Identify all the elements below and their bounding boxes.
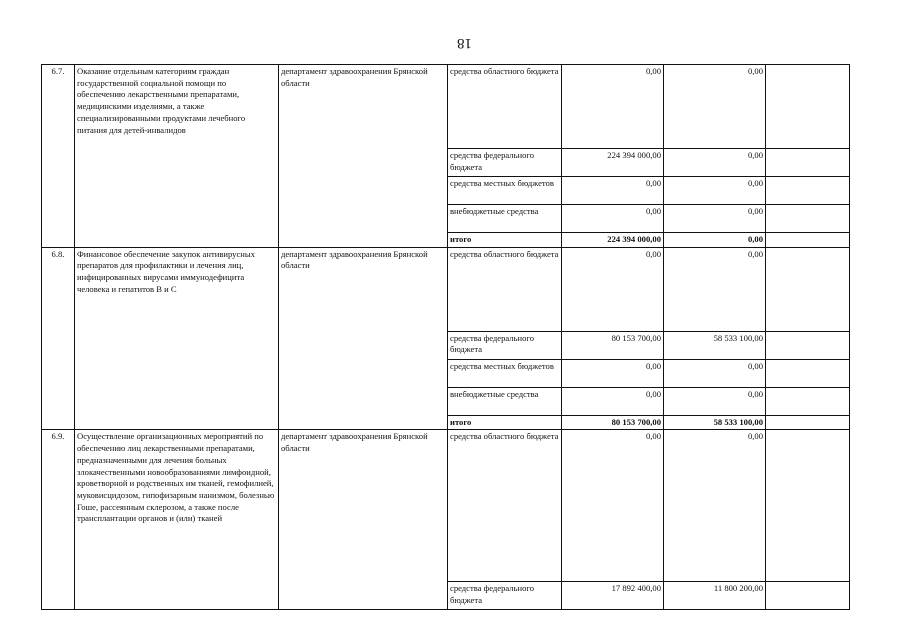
empty-cell <box>766 177 850 205</box>
amount-1: 0,00 <box>562 387 664 415</box>
page-number: 18 <box>457 35 472 51</box>
executor: департамент здравоохранения Брянской области <box>279 430 448 610</box>
funding-source: средства федерального бюджета <box>448 582 562 610</box>
funding-source: средства местных бюджетов <box>448 177 562 205</box>
total-amount-2: 0,00 <box>664 233 766 248</box>
empty-cell <box>766 65 850 149</box>
amount-2: 0,00 <box>664 65 766 149</box>
total-label: итого <box>448 415 562 430</box>
amount-1: 0,00 <box>562 247 664 331</box>
amount-1: 0,00 <box>562 65 664 149</box>
empty-cell <box>766 387 850 415</box>
measure-name: Осуществление организационных мероприятий по обеспечению лиц лекарственными препаратами, предназначенными для лечения больных злокачественными новообразованиями лимфоидной, кроветворной и родственных им тканей, гемофилией, муковисцидозом, гипофизарным нанизмом, болезнью Гоше, рассеянным склерозом, а также после трансплантации органов и (или) тканей <box>75 430 279 610</box>
amount-2: 0,00 <box>664 177 766 205</box>
funding-source: средства областного бюджета <box>448 65 562 149</box>
empty-cell <box>766 331 850 359</box>
funding-source: средства местных бюджетов <box>448 359 562 387</box>
amount-2: 0,00 <box>664 430 766 582</box>
funding-source: средства областного бюджета <box>448 247 562 331</box>
amount-1: 0,00 <box>562 205 664 233</box>
amount-1: 224 394 000,00 <box>562 149 664 177</box>
amount-1: 17 892 400,00 <box>562 582 664 610</box>
table-row <box>42 430 850 582</box>
empty-cell <box>766 359 850 387</box>
amount-1: 80 153 700,00 <box>562 331 664 359</box>
funding-source: средства федерального бюджета <box>448 331 562 359</box>
amount-2: 58 533 100,00 <box>664 331 766 359</box>
amount-2: 0,00 <box>664 149 766 177</box>
empty-cell <box>766 247 850 331</box>
funding-source: средства областного бюджета <box>448 430 562 582</box>
measure-name: Оказание отдельным категориям граждан государственной социальной помощи по обеспечению лекарственными препаратами, медицинскими изделиями, а также специализированными продуктами лечебного питания для детей-инвалидов <box>75 65 279 248</box>
total-amount-2: 58 533 100,00 <box>664 415 766 430</box>
row-number: 6.8. <box>42 247 75 430</box>
table-row <box>42 247 850 331</box>
funding-table <box>41 64 850 610</box>
amount-2: 0,00 <box>664 359 766 387</box>
funding-source: внебюджетные средства <box>448 387 562 415</box>
amount-2: 0,00 <box>664 247 766 331</box>
executor: департамент здравоохранения Брянской области <box>279 65 448 248</box>
funding-source: средства федерального бюджета <box>448 149 562 177</box>
amount-2: 0,00 <box>664 205 766 233</box>
amount-2: 11 800 200,00 <box>664 582 766 610</box>
row-number: 6.7. <box>42 65 75 248</box>
funding-source: внебюджетные средства <box>448 205 562 233</box>
table-row <box>42 65 850 149</box>
empty-cell <box>766 205 850 233</box>
empty-cell <box>766 430 850 582</box>
empty-cell <box>766 233 850 248</box>
measure-name: Финансовое обеспечение закупок антивирусных препаратов для профилактики и лечения лиц, инфицированных вирусами иммунодефицита человека и гепатитов В и С <box>75 247 279 430</box>
total-amount-1: 224 394 000,00 <box>562 233 664 248</box>
total-label: итого <box>448 233 562 248</box>
empty-cell <box>766 149 850 177</box>
amount-1: 0,00 <box>562 359 664 387</box>
row-number: 6.9. <box>42 430 75 610</box>
empty-cell <box>766 415 850 430</box>
total-amount-1: 80 153 700,00 <box>562 415 664 430</box>
empty-cell <box>766 582 850 610</box>
executor: департамент здравоохранения Брянской области <box>279 247 448 430</box>
amount-1: 0,00 <box>562 430 664 582</box>
amount-2: 0,00 <box>664 387 766 415</box>
amount-1: 0,00 <box>562 177 664 205</box>
